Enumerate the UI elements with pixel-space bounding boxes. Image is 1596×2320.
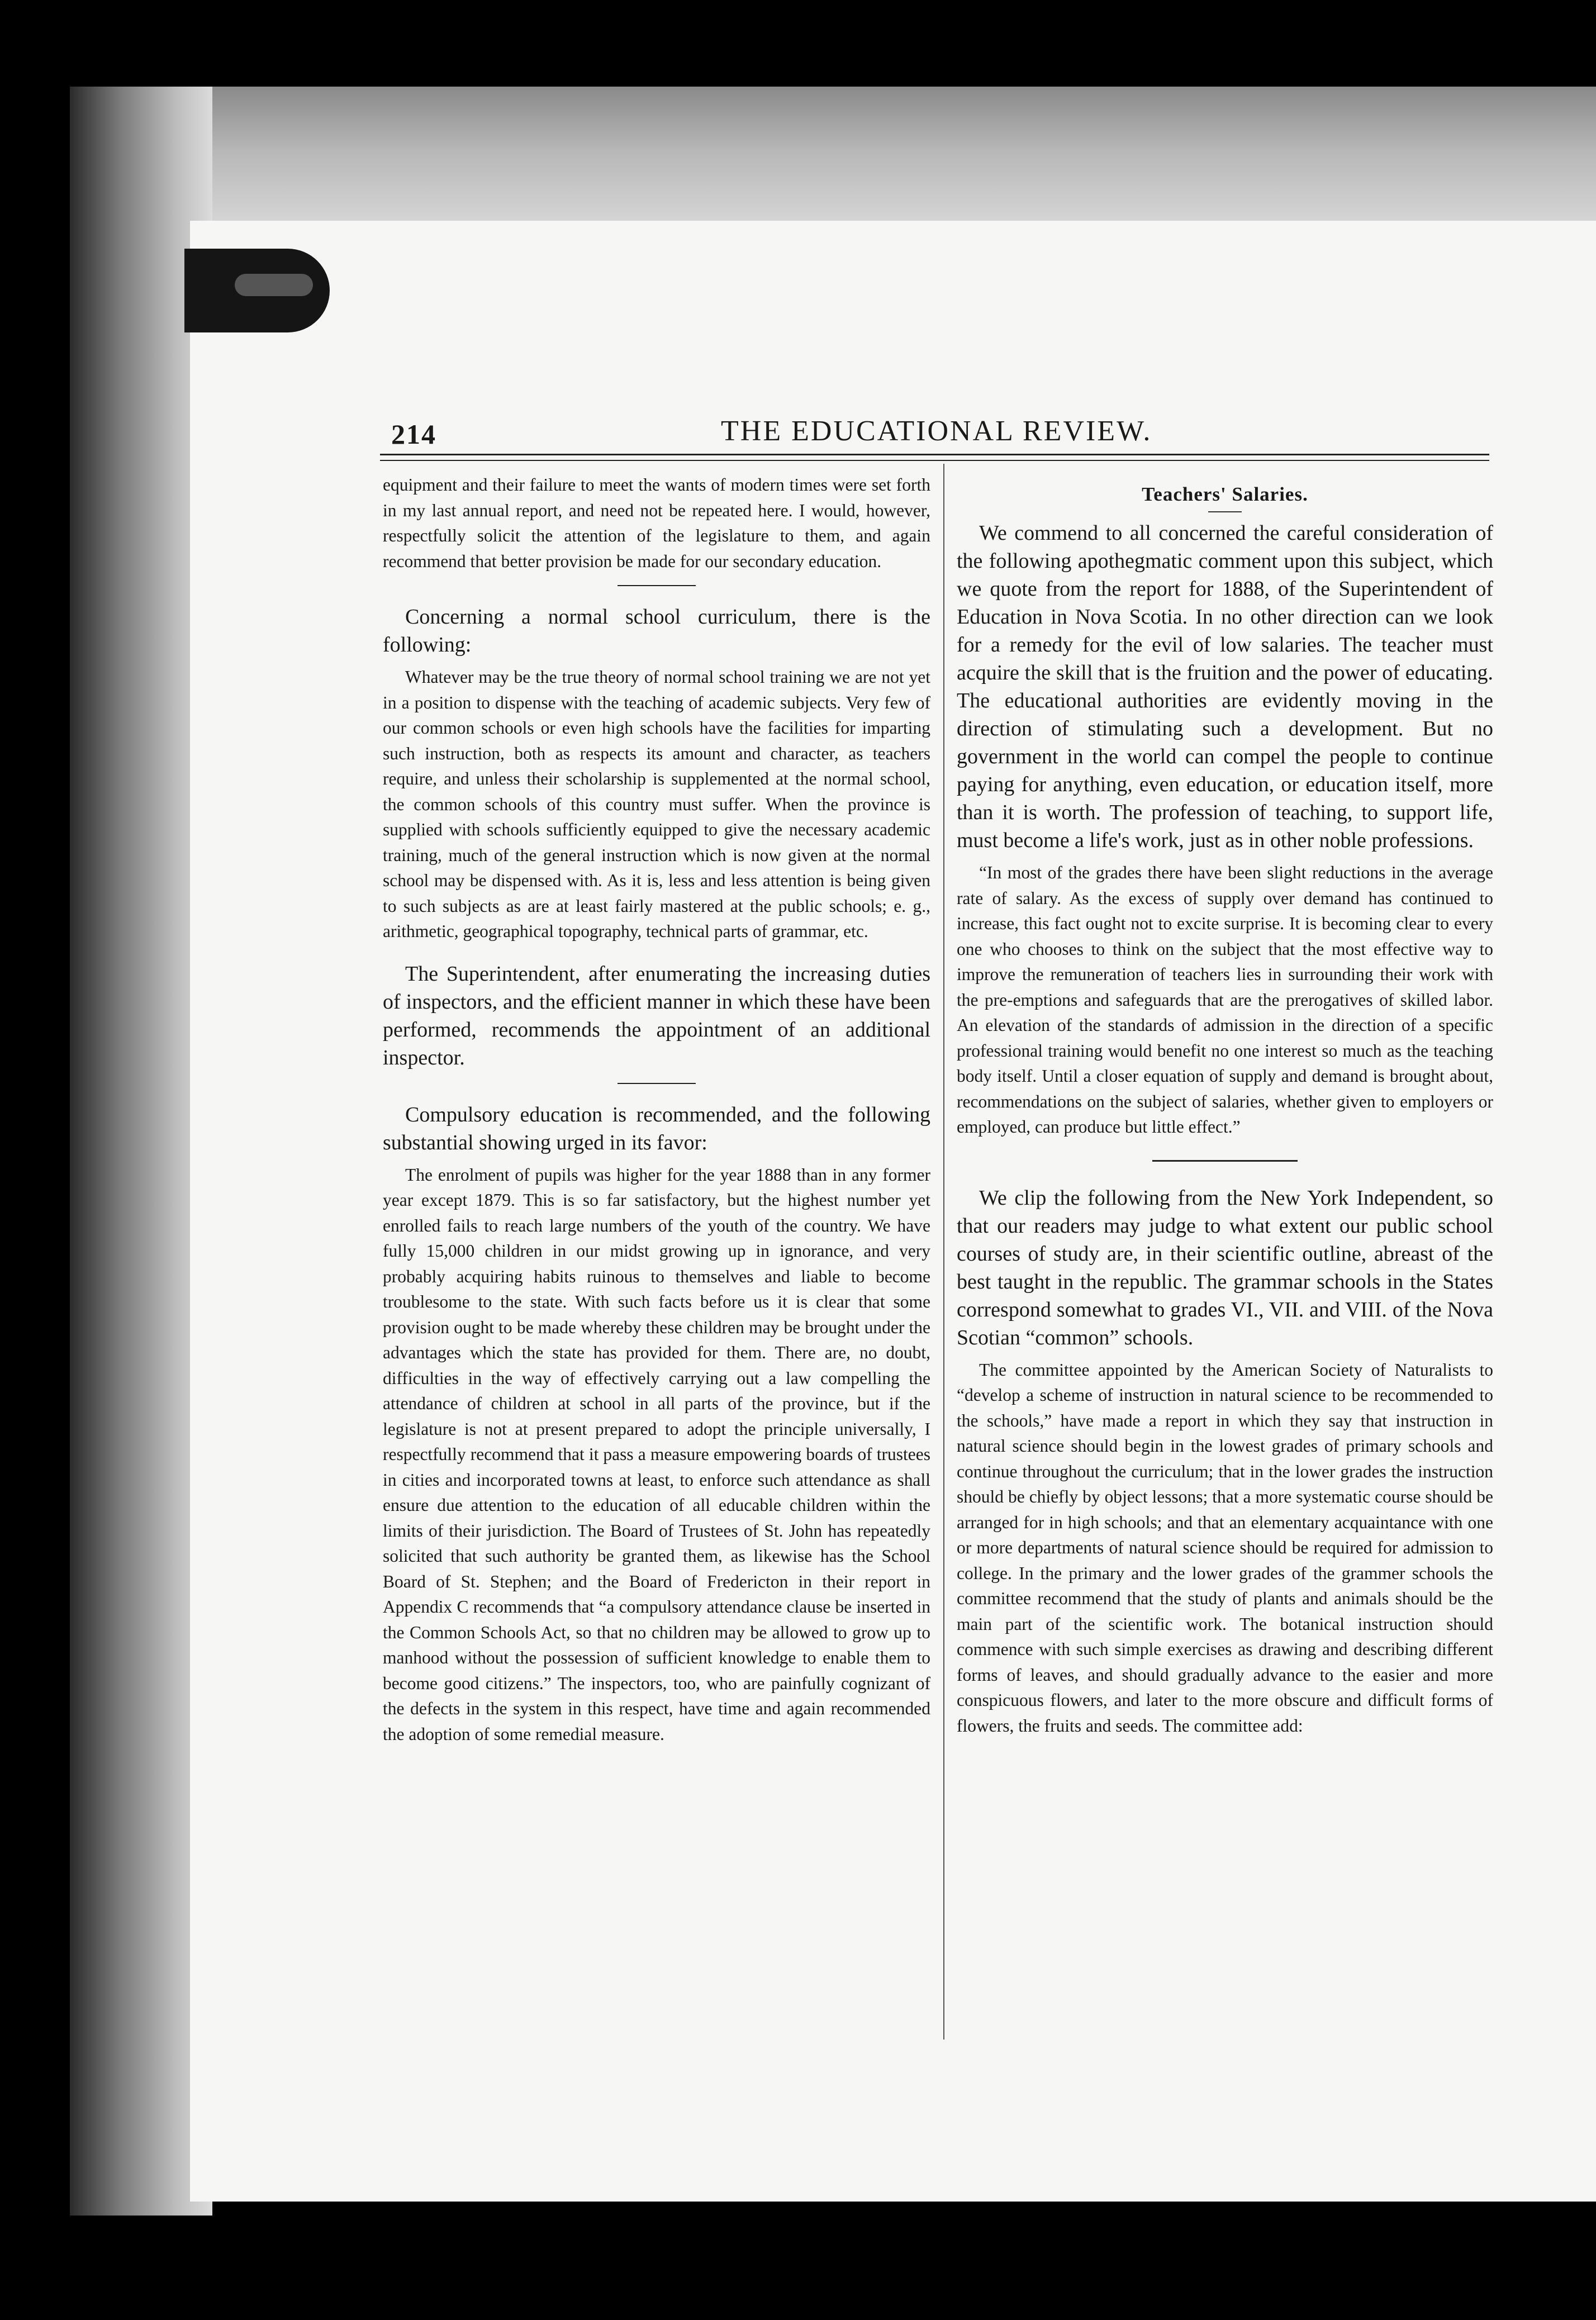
running-title: THE EDUCATIONAL REVIEW. [721,415,1152,447]
paragraph-natural-science-committee: The committee appointed by the American Society of Naturalists to “develop a scheme of instruction in natural science to be recommended to the schools,” have made a report in which they say that instruction in natural science should begin in the lowest grades of primary schools and continue throughout the curriculum; that in the lower grades the instruction should be chiefly by object lessons; that a more systematic course should be arranged for in high schools; and that an elementary acquaintance with one or more departments of natural science should be required for admission to college. In the primary and the lower grades of the grammer schools the committee recommend that the study of plants and animals should be the main part of the scientific work. The botanical instruction should commence with such simple exercises as drawing and describing different forms of leaves, and should gradually advance to the easier and more conspicuous flowers, and later to the more obscure and difficult forms of flowers, the fruits and seeds. The committee add: [957,1359,1493,1736]
right-column [957,472,1493,1744]
paragraph-normal-school-intro: Concerning a normal school curriculum, there is the following: [383,605,930,657]
paragraph-equipment: equipment and their failure to meet the wants of modern times were set forth in my last annual report, and need not be repeated here. I would, however, respectfully solicit the attention of the legislature to them, and again recommend that better provision be made for our secondary education. [383,475,930,571]
scanner-background-band [70,87,1596,232]
quote-salary-reductions: “In most of the grades there have been slight reductions in the average rate of salary. As the excess of supply over demand has continued to increase, this fact ought not to excite surprise. It is becoming clear to every one who chooses to think on the subject that the most effective way to improve the remuneration of teachers lies in surrounding their work with the pre-emptions and safeguards that are the prerogatives of skilled labor. An elevation of the standards of admission in the direction of a specific professional training would benefit no one interest so much as the teaching body itself. Until a closer equation of supply and demand is brought about, recommendations on the subject of salaries, whether given to employers or employed, can produce but little effect.” [957,863,1493,1137]
header-rule [380,454,1489,461]
quote-normal-school-training: Whatever may be the true theory of normal school training we are not yet in a position to dispense with the teaching of academic subjects. Very few of our common schools or even high schools have the facilities for imparting such instruction, both as respects its amount and character, as teachers require, and unless their scholarship is supplemented at the normal school, the common schools of this country must suffer. When the province is supplied with schools sufficiently equipped to give the necessary academic training, much of the general instruction which is now given at the normal school may be dispensed with. As it is, less and less attention is being given to such subjects as are at least fairly mastered at the public schools; e. g., arithmetic, geographical topography, technical parts of grammar, etc. [383,667,930,941]
paragraph-new-york-independent: We clip the following from the New York Independent, so that our readers may judge to what extent our public school courses of study are, in their scientific outline, abreast of the best taught in the republic. The grammar schools in the States correspond somewhat to grades VI., VII. and VIII. of the Nova Scotian “common” schools. [957,1186,1493,1349]
spacer [383,950,930,960]
column-divider [943,464,944,2039]
section-separator [618,585,696,586]
left-column [383,472,930,1752]
paragraph-salaries-comment: We commend to all concerned the careful consideration of the following apothegmatic comment upon this subject, which we quote from the report for 1888, of the Superintendent of Education in Nova Scotia. In no other direction can we look for a remedy for the evil of low salaries. The teacher must acquire the skill that is the fruition and the power of educating. The educational authorities are evidently moving in the direction of stimulating such a development. But no government in the world can compel the people to continue paying for anything, even education, or education itself, more than it is worth. The profession of teaching, to support life, must become a life's work, just as in other noble professions. [957,521,1493,852]
section-separator [618,1083,696,1084]
paragraph-compulsory-education: Compulsory education is recommended, and the following substantial showing urged in its favor: [383,1102,930,1154]
section-separator [1152,1160,1298,1162]
heading-teachers-salaries: Teachers' Salaries. [1142,483,1308,505]
paragraph-additional-inspector: The Superintendent, after enumerating the increasing duties of inspectors, and the efficient manner in which these have been performed, recommends the appointment of an additional inspector. [383,962,930,1069]
quote-enrolment-of-pupils: The enrolment of pupils was higher for the year 1888 than in any former year except 1879. This is so far satisfactory, but the highest number yet enrolled fails to reach large numbers of the youth of the country. We have fully 15,000 children in our midst growing up in ignorance, and very probably acquiring habits ruinous to themselves and liable to become troublesome to the state. With such facts before us it is clear that some provision ought to be made whereby these children may be brought under the advantages which the state has provided for them. There are, no doubt, difficulties in the way of effectively carrying out a law compelling the attendance of children at school in all parts of the province, but if the legislature is not at present prepared to adopt the principle universally, I respectfully recommend that it pass a measure empowering boards of trustees in cities and incorporated towns at least, to enforce such attendance as shall ensure due attention to the education of all educable children within the limits of their jurisdiction. The Board of Trustees of St. John has repeatedly solicited that such authority be granted them, as likewise has the School Board of St. Stephen; and the Board of Fredericton in their report in Appendix C recommends that “a compulsory attendance clause be inserted in the Common Schools Act, so that no children may be allowed to grow up to manhood without the possession of sufficient knowledge to enable them to become good citizens.” The inspectors, too, who are painfully cognizant of the defects in the system in this respect, have time and again recommended the adoption of some remedial measure. [383,1164,930,1744]
binder-clip-highlight [235,274,313,296]
heading-rule [1208,511,1242,512]
page-number: 214 [391,419,436,450]
